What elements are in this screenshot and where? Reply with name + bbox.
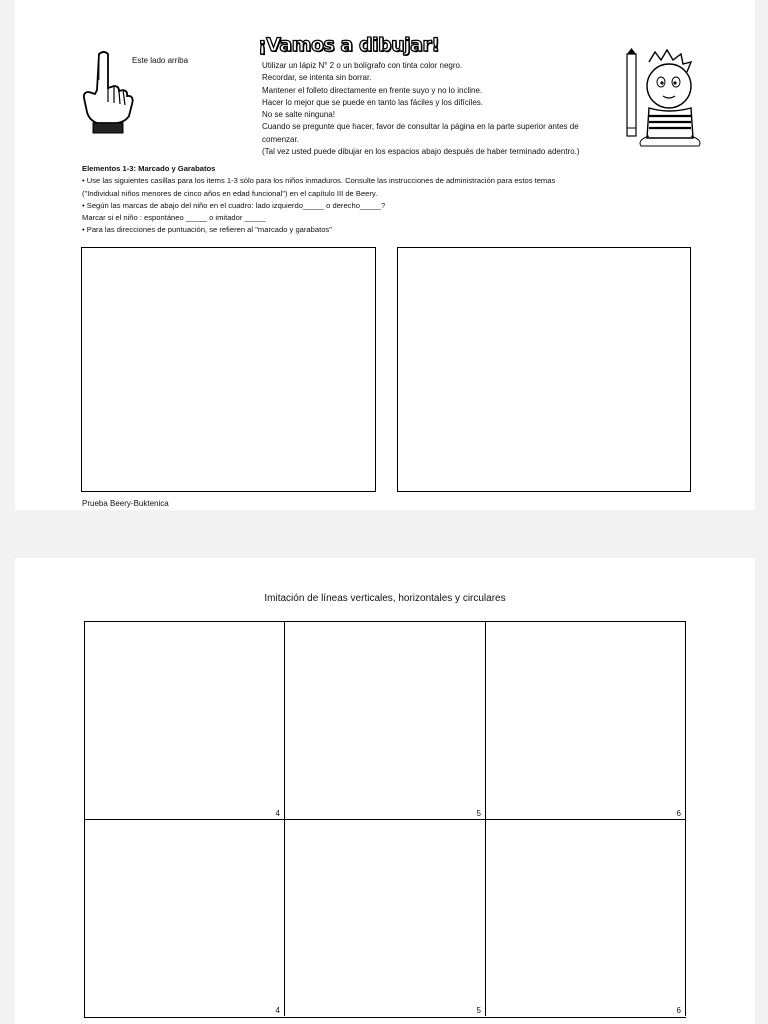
instruction-line: Recordar, se intenta sin borrar. (262, 73, 372, 83)
section-line: ("Individual niños menores de cinco años en edad funcional") en el capítulo III de Beery. (82, 188, 378, 198)
instruction-line: Cuando se pregunte que hacer, favor de consultar la página en la parte superior antes de (262, 122, 579, 132)
item-number: 4 (275, 809, 280, 818)
item-number: 5 (476, 1006, 481, 1015)
drawing-cell[interactable] (85, 622, 285, 819)
section-line: • Use las siguientes casillas para los items 1-3 sólo para los niños inmaduros. Consulte las instrucciones de administración para estos temas (82, 176, 556, 186)
drawing-cell[interactable] (85, 819, 285, 1016)
instruction-line: Hacer lo mejor que se puede en tanto las fáciles y los difíciles. (262, 97, 484, 107)
page-2-title: Imitación de líneas verticales, horizontales y circulares (264, 593, 506, 604)
worksheet-page-1 (15, 0, 755, 510)
instruction-line: (Tal vez usted puede dibujar en los espacios abajo después de haber terminado adentro.) (262, 147, 580, 157)
drawing-cell[interactable] (486, 819, 686, 1016)
drawing-box-left[interactable] (81, 247, 376, 492)
item-number: 6 (676, 809, 681, 818)
item-number: 4 (275, 1006, 280, 1015)
item-number: 6 (676, 1006, 681, 1015)
child-with-pencil-illustration (619, 48, 705, 150)
instruction-line: No se salte ninguna! (262, 110, 335, 120)
section-line: • Para las direcciones de puntuación, se refieren al "marcado y garabatos" (82, 225, 332, 235)
page-title: ¡Vamos a dibujar! (258, 34, 440, 56)
footer-text: Prueba Beery-Buktenica (82, 499, 169, 508)
instruction-line: Utilizar un lápiz N° 2 o un bolígrafo con tinta color negro. (262, 61, 463, 70)
section-line: Marcar si el niño : espontáneo _____ o imitador _____ (82, 213, 266, 223)
drawing-cell[interactable] (285, 819, 486, 1016)
orientation-label: Este lado arriba (132, 56, 189, 65)
drawing-cell[interactable] (285, 622, 486, 819)
section-heading: Elementos 1-3: Marcado y Garabatos (82, 164, 216, 173)
pointing-hand-icon (77, 50, 137, 134)
worksheet-page-2 (15, 558, 755, 1024)
drawing-cell[interactable] (486, 622, 686, 819)
items-1-3-section (82, 163, 722, 237)
drawing-box-right[interactable] (397, 247, 691, 492)
instruction-line: Mantener el folleto directamente en frente suyo y no lo incline. (262, 85, 483, 95)
item-number: 5 (476, 809, 481, 818)
section-line: • Según las marcas de abajo del niño en el cuadro: lado izquierdo_____ o derecho_____? (82, 200, 386, 210)
instruction-line: comenzar. (262, 134, 299, 144)
drawing-grid (84, 621, 686, 1018)
instructions-block (262, 60, 632, 158)
